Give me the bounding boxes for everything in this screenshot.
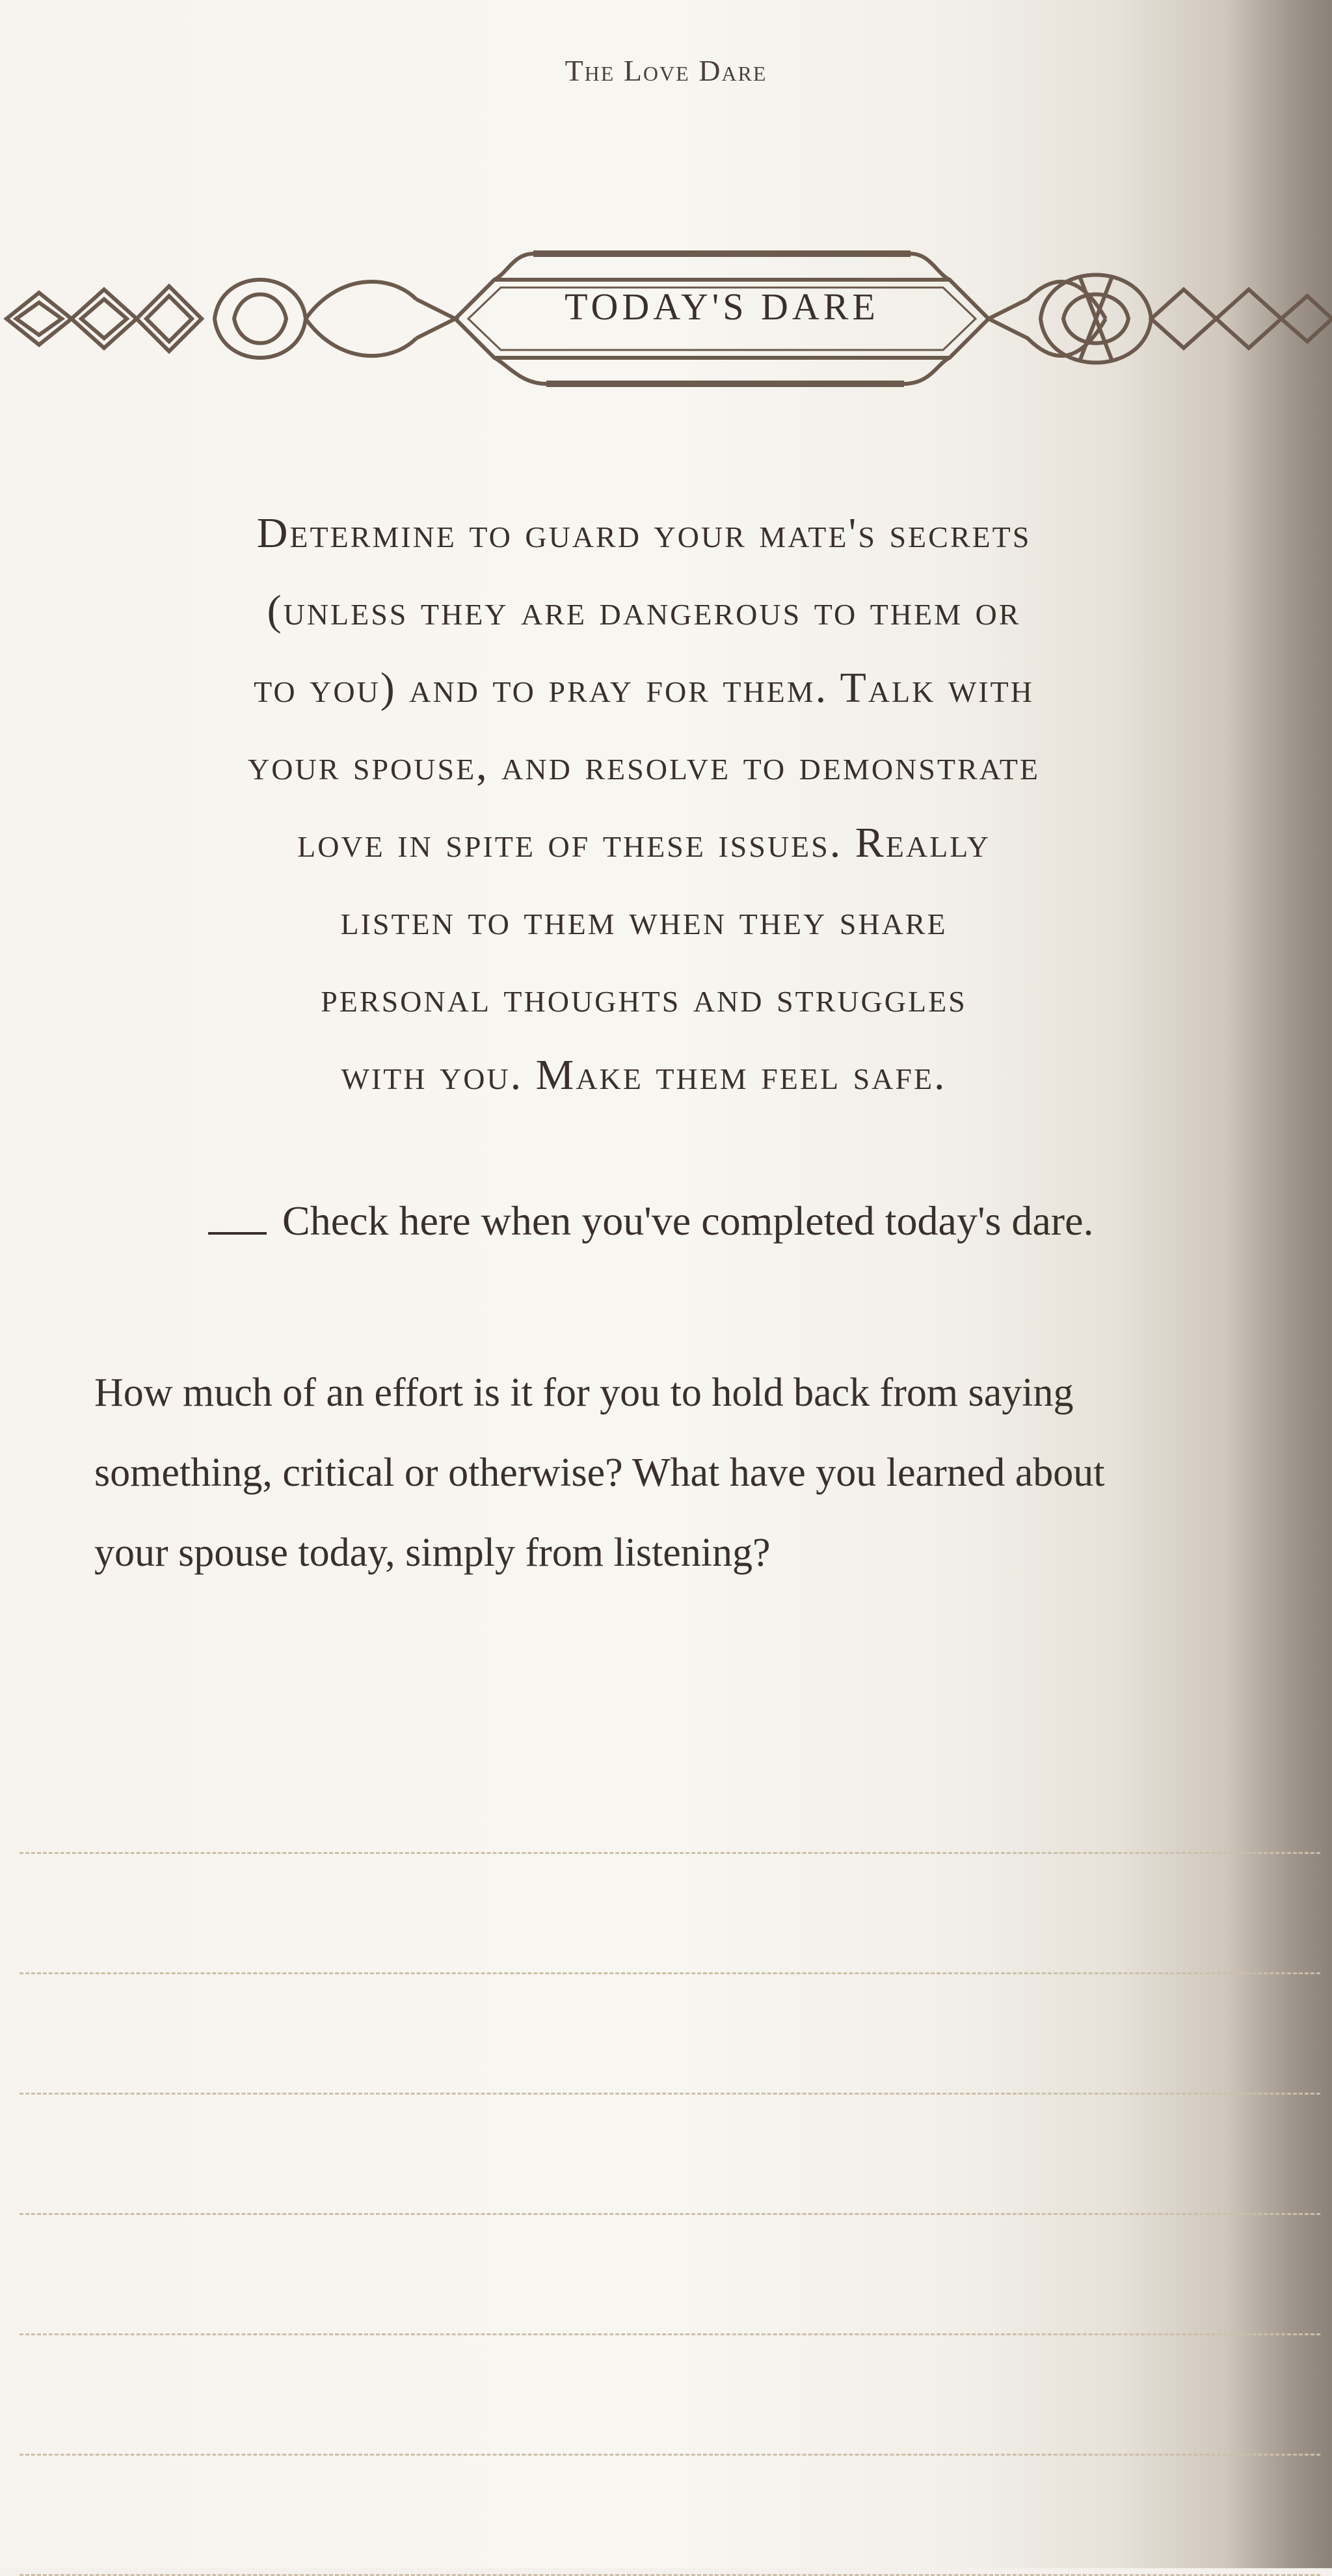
- check-label: Check here when you've completed today's dare.: [282, 1198, 1094, 1244]
- banner-label: TODAY'S DARE: [565, 286, 879, 328]
- todays-dare-banner: [0, 215, 1332, 410]
- writing-line[interactable]: [20, 2335, 1320, 2456]
- writing-line[interactable]: [20, 2095, 1320, 2215]
- writing-lines[interactable]: [20, 1734, 1320, 2576]
- writing-line[interactable]: [20, 1734, 1320, 1854]
- writing-line[interactable]: [20, 2215, 1320, 2335]
- reflection-question: How much of an effort is it for you to hold back from saying something, critical or otherwise? What have you learned about your spouse today, simply from listening?: [94, 1371, 1105, 1575]
- dare-text: Determine to guard your mate's secrets (unless they are dangerous to them or to you) and to pray for them. Talk with your spouse, and resolve to demonstrate love in spite of these issues. Really listen to them when they share personal thoughts and struggles with you. Make them feel safe.: [248, 509, 1040, 1099]
- writing-line[interactable]: [20, 1974, 1320, 2095]
- writing-line[interactable]: [20, 2456, 1320, 2576]
- writing-line[interactable]: [20, 1854, 1320, 1974]
- check-blank[interactable]: [208, 1227, 267, 1235]
- running-head-text: The Love Dare: [565, 54, 767, 87]
- completion-check[interactable]: [208, 1197, 1094, 1245]
- running-head: [0, 53, 1332, 88]
